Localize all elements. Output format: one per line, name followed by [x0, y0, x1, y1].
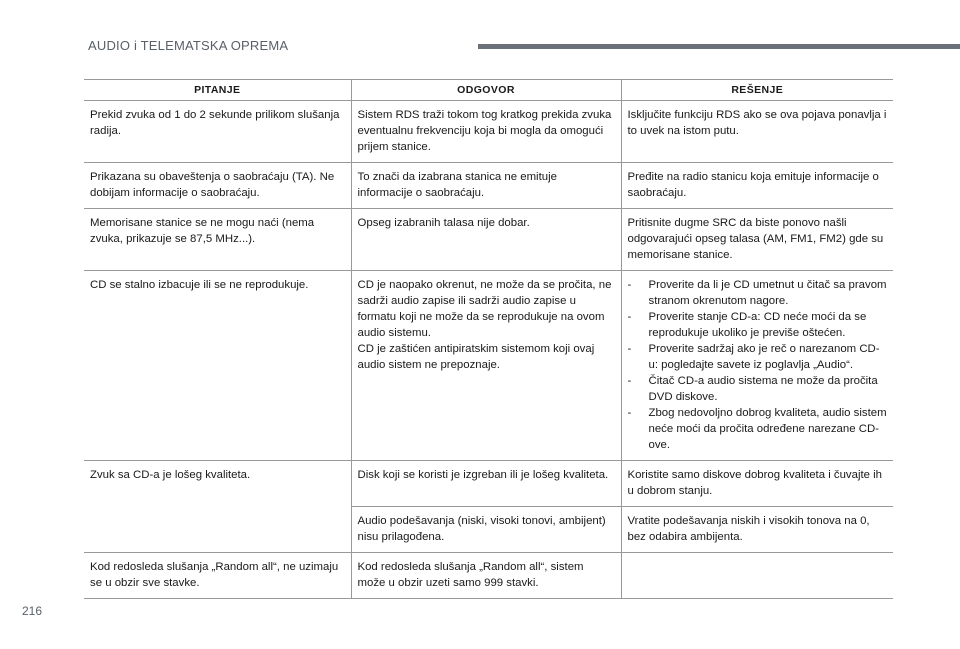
header-divider-bar: [478, 44, 960, 49]
section-title: AUDIO i TELEMATSKA OPREMA: [88, 38, 289, 53]
table-row: [84, 553, 893, 599]
column-header-answer: ODGOVOR: [351, 80, 621, 101]
solution-cell: Koristite samo diskove dobrog kvaliteta i čuvajte ih u dobrom stanju.: [621, 461, 893, 507]
solution-cell: Vratite podešavanja niskih i visokih tonova na 0, bez odabira ambijenta.: [621, 507, 893, 553]
question-cell: CD se stalno izbacuje ili se ne reprodukuje.: [84, 271, 351, 461]
solution-cell: Isključite funkciju RDS ako se ova pojava ponavlja i to uvek na istom putu.: [621, 101, 893, 163]
list-item: - Proverite da li je CD umetnut u čitač sa pravom stranom okrenutom nagore.: [628, 277, 888, 309]
solution-cell: [621, 271, 893, 461]
answer-cell: Disk koji se koristi je izgreban ili je lošeg kvaliteta.: [351, 461, 621, 507]
table-row: [84, 271, 893, 461]
answer-cell: Kod redosleda slušanja „Random all“, sistem može u obzir uzeti samo 999 stavki.: [351, 553, 621, 599]
table-row: [84, 209, 893, 271]
answer-cell: [351, 271, 621, 461]
table-row: [84, 461, 893, 507]
question-cell: Prekid zvuka od 1 do 2 sekunde prilikom slušanja radija.: [84, 101, 351, 163]
question-cell: Kod redosleda slušanja „Random all“, ne uzimaju se u obzir sve stavke.: [84, 553, 351, 599]
answer-line: CD je zaštićen antipiratskim sistemom koji ovaj audio sistem ne prepoznaje.: [357, 343, 595, 371]
solution-cell: [621, 553, 893, 599]
list-item: - Proverite sadržaj ako je reč o narezanom CD-u: pogledajte savete iz poglavlja „Audio“.: [628, 341, 888, 373]
solution-cell: Pritisnite dugme SRC da biste ponovo našli odgovarajući opseg talasa (AM, FM1, FM2) gde su memorisane stanice.: [621, 209, 893, 271]
list-item: - Čitač CD-a audio sistema ne može da pročita DVD diskove.: [628, 373, 888, 405]
table-row: [84, 101, 893, 163]
page-number: 216: [22, 604, 43, 618]
question-cell: Prikazana su obaveštenja o saobraćaju (TA). Ne dobijam informacije o saobraćaju.: [84, 163, 351, 209]
solution-bullet-list: [628, 277, 888, 453]
answer-cell: Sistem RDS traži tokom tog kratkog prekida zvuka eventualnu frekvenciju koja bi mogla da omogući prijem stanice.: [351, 101, 621, 163]
column-header-solution: REŠENJE: [621, 80, 893, 101]
answer-line: CD je naopako okrenut, ne može da se pročita, ne sadrži audio zapise ili sadrži audio zapise u formatu koji ne može da se reprodukuje na ovom audio sistemu.: [357, 279, 612, 339]
column-header-question: PITANJE: [84, 80, 351, 101]
answer-cell: Opseg izabranih talasa nije dobar.: [351, 209, 621, 271]
solution-cell: Pređite na radio stanicu koja emituje informacije o saobraćaju.: [621, 163, 893, 209]
answer-cell: Audio podešavanja (niski, visoki tonovi, ambijent) nisu prilagođena.: [351, 507, 621, 553]
table-header-row: [84, 80, 893, 101]
question-cell: Memorisane stanice se ne mogu naći (nema zvuka, prikazuje se 87,5 MHz...).: [84, 209, 351, 271]
troubleshooting-table: [84, 79, 893, 599]
question-cell: Zvuk sa CD-a je lošeg kvaliteta.: [84, 461, 351, 553]
list-item: - Proverite stanje CD-a: CD neće moći da se reprodukuje ukoliko je previše oštećen.: [628, 309, 888, 341]
table-row: [84, 163, 893, 209]
answer-cell: To znači da izabrana stanica ne emituje informacije o saobraćaju.: [351, 163, 621, 209]
list-item: - Zbog nedovoljno dobrog kvaliteta, audio sistem neće moći da pročita određene narezane CD-ove.: [628, 405, 888, 453]
